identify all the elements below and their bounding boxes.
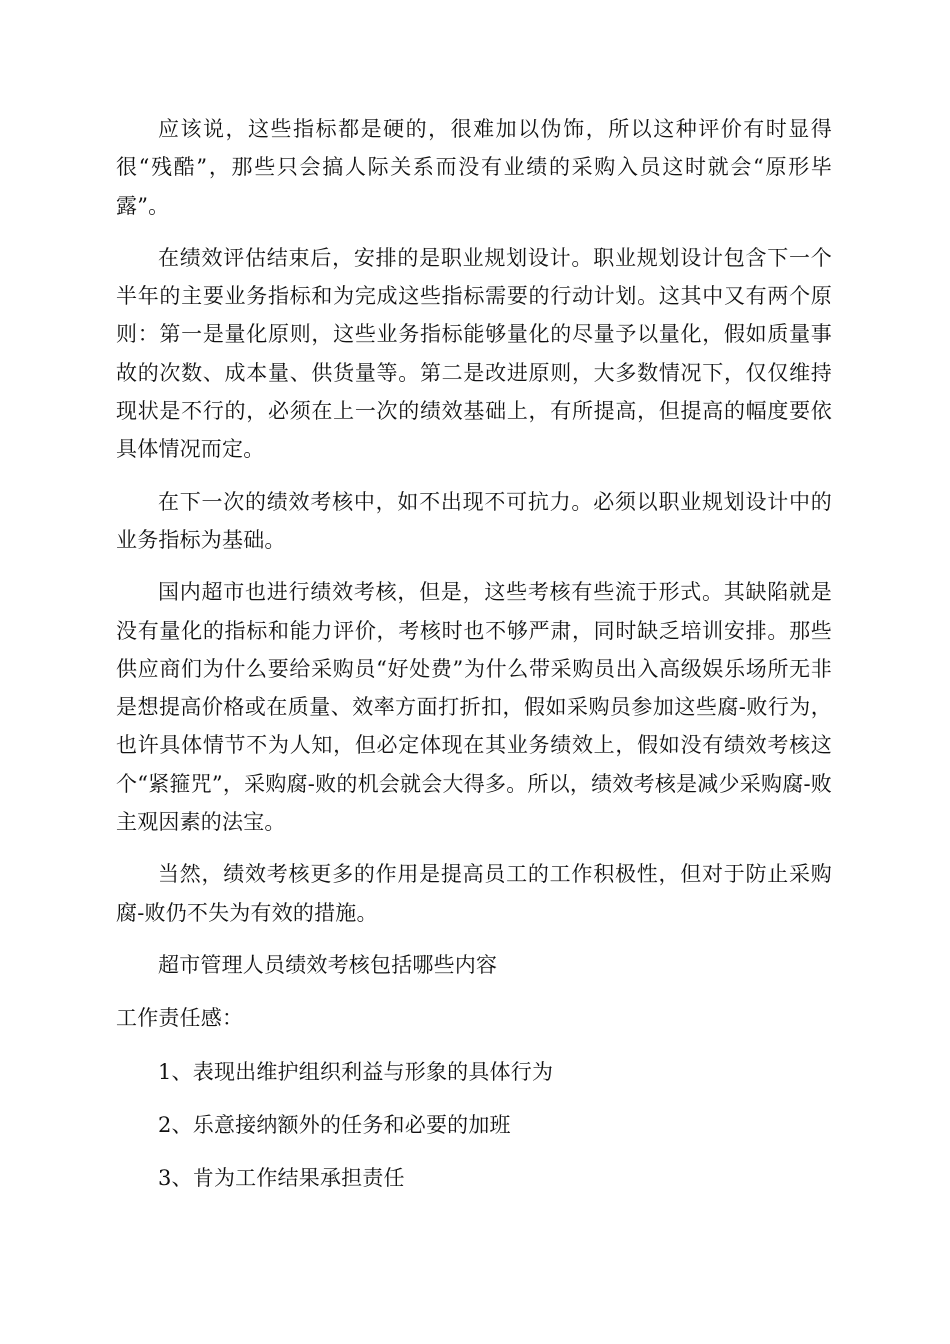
section-label: 工作责任感： <box>116 1006 244 1031</box>
document-body <box>116 110 832 1212</box>
list-item: 3、肯为工作结果承担责任 <box>158 1166 405 1191</box>
section-heading: 超市管理人员绩效考核包括哪些内容 <box>158 952 498 977</box>
paragraph: 应该说，这些指标都是硬的，很难加以伪饰，所以这种评价有时显得很“残酷”，那些只会搞人际关系而没有业绩的采购入员这时就会“原形毕露”。 <box>116 117 832 218</box>
paragraph: 国内超市也进行绩效考核，但是，这些考核有些流于形式。其缺陷就是没有量化的指标和能力评价，考核时也不够严肃，同时缺乏培训安排。那些供应商们为什么要给采购员“好处费”为什么带采购员出入高级娱乐场所无非是想提高价格或在质量、效率方面打折扣，假如采购员参加这些腐-败行为，也许具体情节不为人知，但必定体现在其业务绩效上，假如没有绩效考核这个“紧箍咒”，采购腐-败的机会就会大得多。所以，绩效考核是减少采购腐-败主观因素的法宝。 <box>116 580 832 835</box>
paragraph: 在绩效评估结束后，安排的是职业规划设计。职业规划设计包含下一个半年的主要业务指标和为完成这些指标需要的行动计划。这其中又有两个原则：第一是量化原则，这些业务指标能够量化的尽量予以量化，假如质量事故的次数、成本量、供货量等。第二是改进原则，大多数情况下，仅仅维持现状是不行的，必须在上一次的绩效基础上，有所提高，但提高的幅度要依具体情况而定。 <box>116 245 832 462</box>
list-item: 2、乐意接纳额外的任务和必要的加班 <box>158 1112 511 1137</box>
list-item: 1、表现出维护组织利益与形象的具体行为 <box>158 1059 554 1084</box>
paragraph: 在下一次的绩效考核中，如不出现不可抗力。必须以职业规划设计中的业务指标为基础。 <box>116 489 832 552</box>
paragraph: 当然，绩效考核更多的作用是提高员工的工作积极性，但对于防止采购腐-败仍不失为有效的措施。 <box>116 862 832 925</box>
